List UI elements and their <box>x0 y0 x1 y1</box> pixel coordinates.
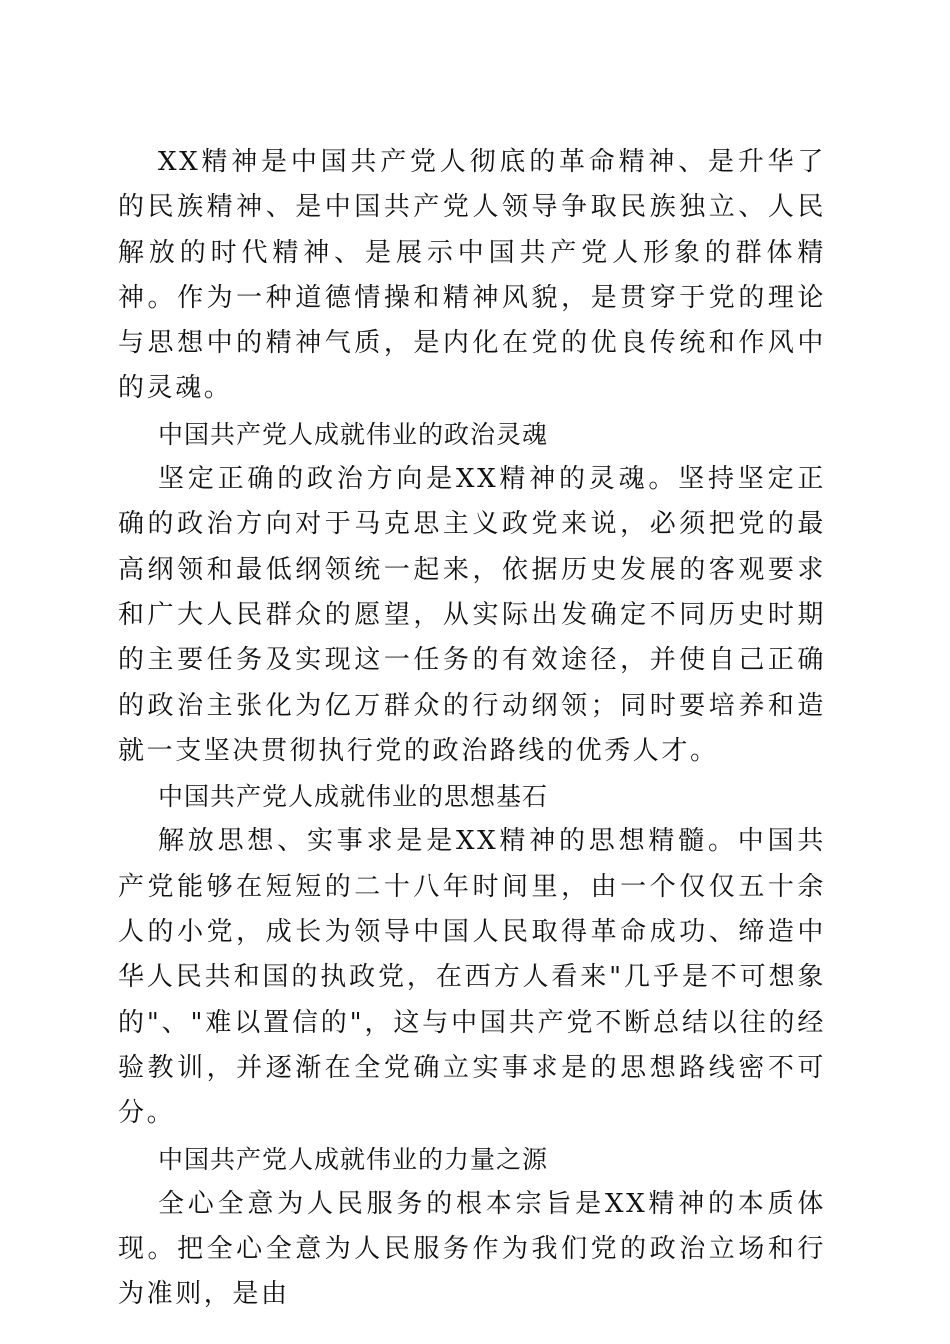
paragraph-seeking-truth: 解放思想、实事求是是XX精神的思想精髓。中国共产党能够在短短的二十八年时间里，由一个仅仅五十余人的小党，成长为领导中国人民取得革命成功、缔造中华人民共和国的执政党，在西方人看来"几乎是不可想象的"、"难以置信的"，这与中国共产党不断总结以往的经验教训，并逐渐在全党确立实事求是的思想路线密不可分。 <box>118 826 826 1129</box>
section-heading-political-soul: 中国共产党人成就伟业的政治灵魂 <box>158 419 549 449</box>
paragraph-intro: XX精神是中国共产党人彻底的革命精神、是升华了的民族精神、是中国共产党人领导争取民族独立、人民解放的时代精神、是展示中国共产党人形象的群体精神。作为一种道德情操和精神风貌，是贯穿于党的理论与思想中的精神气质，是内化在党的优良传统和作风中的灵魂。 <box>118 147 826 404</box>
paragraph-political-direction: 坚定正确的政治方向是XX精神的灵魂。坚持坚定正确的政治方向对于马克思主义政党来说，必须把党的最高纲领和最低纲领统一起来，依据历史发展的客观要求和广大人民群众的愿望，从实际出发确定不同历史时期的主要任务及实现这一任务的有效途径，并使自己正确的政治主张化为亿万群众的行动纲领；同时要培养和造就一支坚决贯彻执行党的政治路线的优秀人才。 <box>118 464 826 766</box>
document-body <box>118 140 826 1318</box>
paragraph-serve-the-people: 全心全意为人民服务的根本宗旨是XX精神的本质体现。把全心全意为人民服务作为我们党的政治立场和行为准则，是由 <box>118 1188 826 1310</box>
section-heading-ideological-foundation: 中国共产党人成就伟业的思想基石 <box>158 782 549 812</box>
section-heading-source-of-strength: 中国共产党人成就伟业的力量之源 <box>158 1144 549 1174</box>
